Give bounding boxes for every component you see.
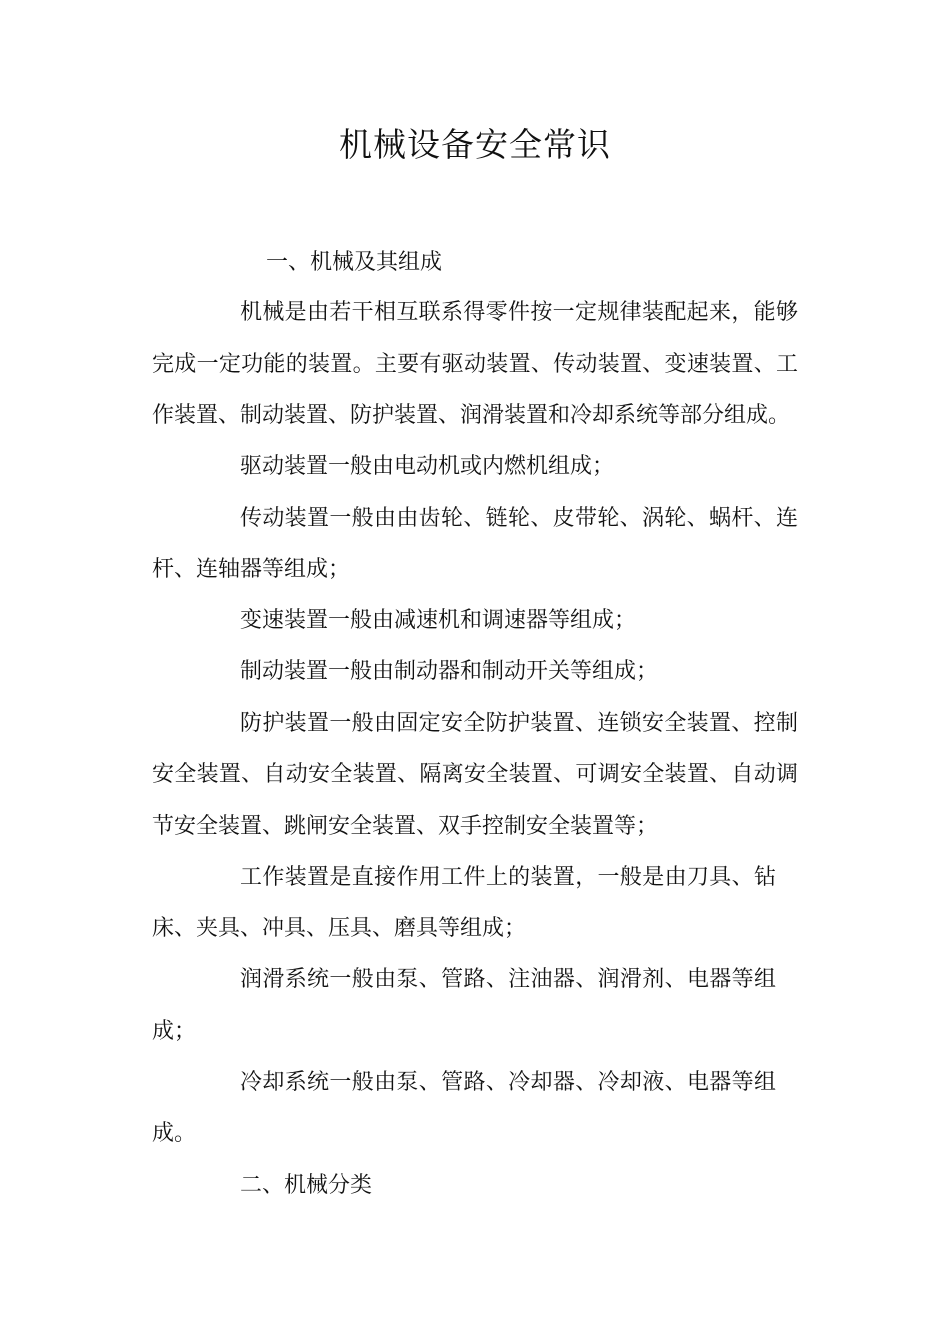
- paragraph-line: 杆、连轴器等组成；: [152, 557, 351, 582]
- paragraph-line: 制动装置一般由制动器和制动开关等组成；: [240, 659, 659, 684]
- paragraph-line: 变速装置一般由减速机和调速器等组成；: [240, 608, 637, 633]
- paragraph-line: 工作装置是直接作用工件上的装置，一般是由刀具、钻: [240, 865, 776, 890]
- paragraph-line: 完成一定功能的装置。主要有驱动装置、传动装置、变速装置、工: [152, 352, 798, 377]
- section-heading-1: 一、机械及其组成: [266, 250, 443, 275]
- paragraph-line: 作装置、制动装置、防护装置、润滑装置和冷却系统等部分组成。: [152, 403, 791, 428]
- section-heading-2: 二、机械分类: [240, 1173, 373, 1198]
- paragraph-line: 传动装置一般由由齿轮、链轮、皮带轮、涡轮、蜗杆、连: [240, 506, 798, 531]
- paragraph-line: 成；: [152, 1019, 197, 1044]
- page-title: 机械设备安全常识: [339, 125, 611, 164]
- paragraph-line: 润滑系统一般由泵、管路、注油器、润滑剂、电器等组: [240, 967, 776, 992]
- paragraph-line: 机械是由若干相互联系得零件按一定规律装配起来，能够: [240, 300, 798, 325]
- paragraph-line: 床、夹具、冲具、压具、磨具等组成；: [152, 916, 527, 941]
- paragraph-line: 成。: [152, 1121, 197, 1146]
- paragraph-line: 防护装置一般由固定安全防护装置、连锁安全装置、控制: [240, 711, 798, 736]
- paragraph-line: 节安全装置、跳闸安全装置、双手控制安全装置等；: [152, 814, 659, 839]
- paragraph-line: 冷却系统一般由泵、管路、冷却器、冷却液、电器等组: [240, 1070, 776, 1095]
- paragraph-line: 驱动装置一般由电动机或内燃机组成；: [240, 454, 615, 479]
- paragraph-line: 安全装置、自动安全装置、隔离安全装置、可调安全装置、自动调: [152, 762, 798, 787]
